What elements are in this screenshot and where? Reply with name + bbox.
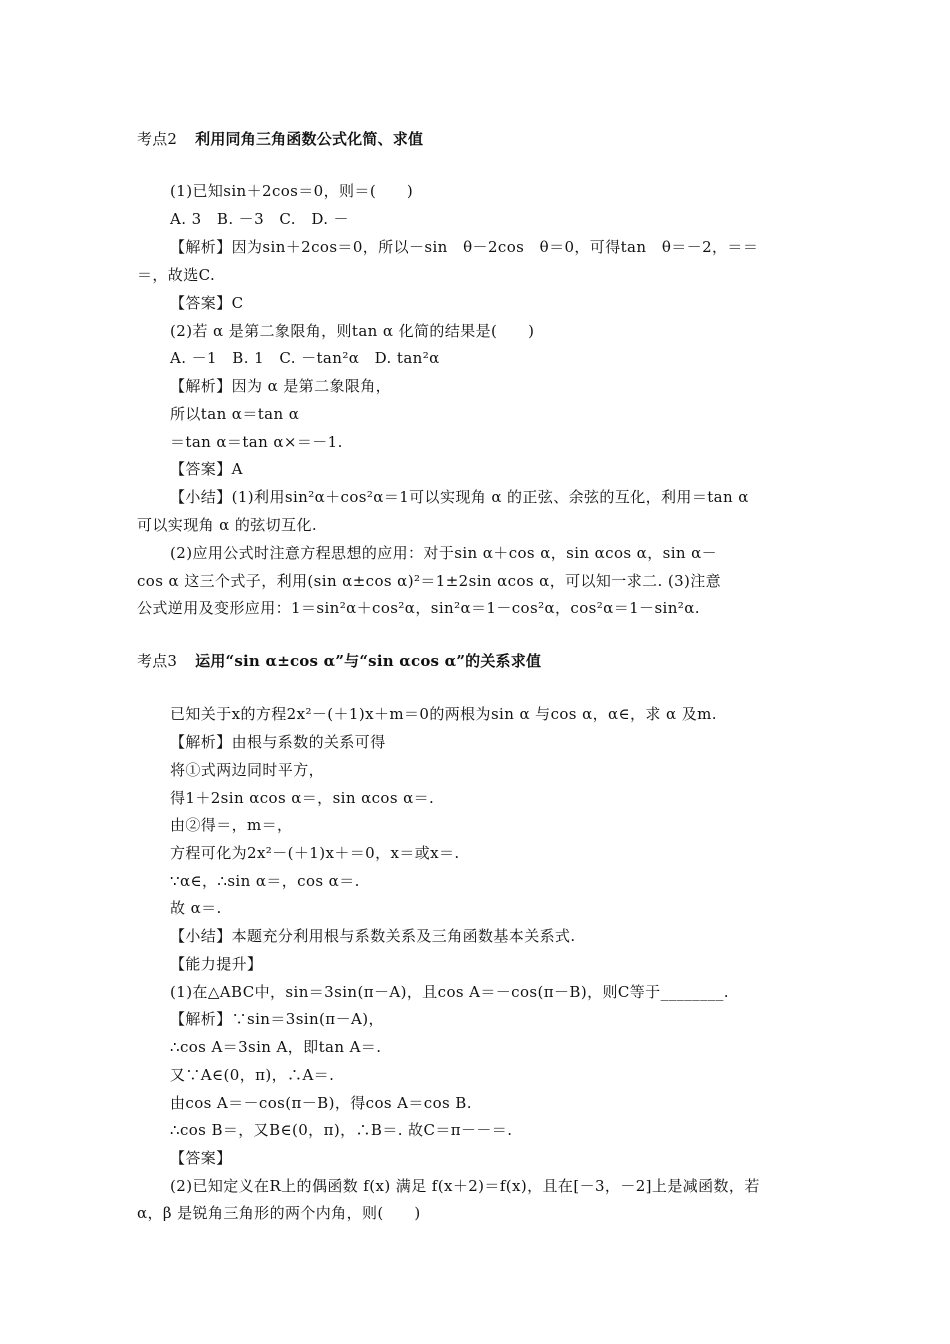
summary-line: 可以实现角 α 的弦切互化.: [137, 516, 318, 534]
options-line: A. 3 B. －3 C. D. －: [170, 210, 349, 228]
analysis-line: 所以tan α＝tan α: [170, 405, 300, 423]
analysis-line: 方程可化为2x²－(＋1)x＋＝0，x＝或x＝.: [170, 844, 460, 862]
analysis-line: 又∵A∈(0，π)，∴A＝.: [170, 1066, 335, 1084]
question-line: (2)若 α 是第二象限角，则tan α 化简的结果是( ): [170, 322, 535, 340]
question-line: α，β 是锐角三角形的两个内角，则( ): [137, 1204, 421, 1222]
section-heading-1: [137, 128, 423, 149]
section-title: 运用“sin α±cos α”与“sin αcos α”的关系求值: [195, 652, 542, 670]
question-line: (1)已知sin＋2cos＝0，则＝( ): [170, 182, 414, 200]
summary-line: 【小结】本题充分利用根与系数关系及三角函数基本关系式.: [170, 927, 576, 945]
analysis-line: 【解析】∵sin＝3sin(π－A)，: [170, 1010, 384, 1028]
answer-line: 【答案】A: [170, 460, 243, 478]
analysis-line: 【解析】因为 α 是第二象限角，: [170, 377, 392, 395]
answer-line: 【答案】C: [170, 294, 244, 312]
analysis-line: ＝tan α＝tan α×＝－1.: [170, 433, 343, 451]
answer-line: 【答案】: [170, 1149, 232, 1167]
analysis-line: ＝，故选C.: [137, 266, 216, 284]
summary-line: cos α 这三个式子，利用(sin α±cos α)²＝1±2sin αcos α，可以知一求二. (3)注意: [137, 572, 722, 590]
analysis-line: 得1＋2sin αcos α＝，sin αcos α＝.: [170, 789, 435, 807]
analysis-line: 将①式两边同时平方，: [170, 761, 325, 779]
analysis-line: 【解析】由根与系数的关系可得: [170, 733, 386, 751]
section-title: 利用同角三角函数公式化简、求值: [195, 130, 424, 148]
analysis-line: 【解析】因为sin＋2cos＝0，所以－sin θ－2cos θ＝0，可得tan θ＝－2，＝＝: [170, 238, 759, 256]
summary-line: (2)应用公式时注意方程思想的应用：对于sin α＋cos α，sin αcos α，sin α－: [170, 544, 718, 562]
question-line: (1)在△ABC中，sin＝3sin(π－A)，且cos A＝－cos(π－B)，则C等于________.: [170, 983, 729, 1001]
summary-line: 公式逆用及变形应用：1＝sin²α＋cos²α，sin²α＝1－cos²α，cos²α＝1－sin²α.: [137, 599, 700, 617]
section-label: 考点3: [137, 652, 178, 670]
section-label: 考点2: [137, 130, 178, 148]
section-heading-2: [137, 650, 541, 671]
question-line: (2)已知定义在R上的偶函数 f(x) 满足 f(x＋2)＝f(x)，且在[－3，－2]上是减函数，若: [170, 1177, 760, 1195]
ability-heading: 【能力提升】: [170, 955, 263, 973]
summary-line: 【小结】(1)利用sin²α＋cos²α＝1可以实现角 α 的正弦、余弦的互化，利用＝tan α: [170, 488, 749, 506]
question-line: 已知关于x的方程2x²－(＋1)x＋m＝0的两根为sin α 与cos α，α∈，求 α 及m.: [170, 705, 717, 723]
analysis-line: 由②得＝，m＝，: [170, 816, 293, 834]
options-line: A. －1 B. 1 C. －tan²α D. tan²α: [170, 349, 440, 367]
analysis-line: 由cos A＝－cos(π－B)，得cos A＝cos B.: [170, 1094, 472, 1112]
analysis-line: ∴cos A＝3sin A，即tan A＝.: [170, 1038, 382, 1056]
analysis-line: ∴cos B＝，又B∈(0，π)，∴B＝. 故C＝π－－＝.: [170, 1121, 513, 1139]
analysis-line: ∵α∈，∴sin α＝，cos α＝.: [170, 872, 360, 890]
analysis-line: 故 α＝.: [170, 899, 222, 917]
